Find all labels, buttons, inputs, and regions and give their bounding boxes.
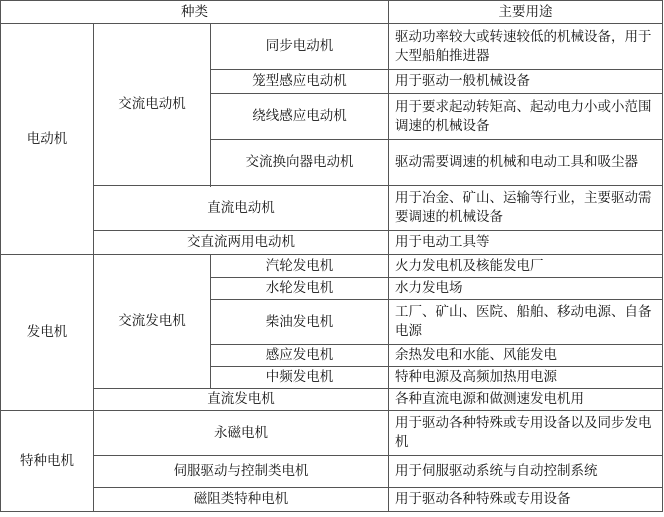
subcategory-dc-motor: 直流电动机 [94, 186, 389, 231]
type-name: 绕线感应电动机 [211, 94, 389, 140]
subcategory-ac-generator: 交流发电机 [94, 255, 211, 389]
type-name: 柴油发电机 [211, 300, 389, 345]
type-use: 特种电源及高频加热用电源 [389, 367, 663, 389]
table-row [1, 456, 663, 488]
type-use: 工厂、矿山、医院、船舶、移动电源、自备电源 [389, 300, 663, 345]
type-name: 磁阻类特种电机 [94, 488, 389, 512]
table-row [1, 488, 663, 512]
type-name: 笼型感应电动机 [211, 70, 389, 94]
subcategory-ac-motor: 交流电动机 [94, 24, 211, 186]
type-use: 用于驱动各种特殊或专用设备以及同步发电机 [389, 411, 663, 456]
header-use: 主要用途 [389, 1, 663, 24]
category-motor: 电动机 [1, 24, 94, 255]
type-use: 火力发电机及核能发电厂 [389, 255, 663, 278]
type-name: 水轮发电机 [211, 278, 389, 300]
subcategory-universal-motor: 交直流两用电动机 [94, 231, 389, 255]
table-row [1, 186, 663, 231]
type-name: 永磁电机 [94, 411, 389, 456]
category-special: 特种电机 [1, 411, 94, 512]
type-use: 水力发电场 [389, 278, 663, 300]
type-name: 交流换向器电动机 [211, 140, 389, 186]
type-use: 余热发电和水能、风能发电 [389, 345, 663, 367]
type-name: 汽轮发电机 [211, 255, 389, 278]
type-name: 伺服驱动与控制类电机 [94, 456, 389, 488]
header-row [1, 1, 663, 24]
category-generator: 发电机 [1, 255, 94, 411]
table-row [1, 411, 663, 456]
type-use: 驱动需要调速的机械和电动工具和吸尘器 [389, 140, 663, 186]
type-name: 中频发电机 [211, 367, 389, 389]
table-row [1, 231, 663, 255]
header-kind: 种类 [1, 1, 389, 24]
type-use: 用于驱动各种特殊或专用设备 [389, 488, 663, 512]
subcategory-dc-generator: 直流发电机 [94, 389, 389, 411]
type-use: 各种直流电源和做测速发电机用 [389, 389, 663, 411]
table-row [1, 389, 663, 411]
type-use: 用于电动工具等 [389, 231, 663, 255]
type-name: 感应发电机 [211, 345, 389, 367]
type-name: 同步电动机 [211, 24, 389, 70]
type-use: 驱动功率较大或转速较低的机械设备，用于大型船舶推进器 [389, 24, 663, 70]
type-use: 用于驱动一般机械设备 [389, 70, 663, 94]
type-use: 用于冶金、矿山、运输等行业，主要驱动需要调速的机械设备 [389, 186, 663, 231]
table-row [1, 24, 663, 70]
type-use: 用于伺服驱动系统与自动控制系统 [389, 456, 663, 488]
table-row [1, 255, 663, 278]
type-use: 用于要求起动转矩高、起动电力小或小范围调速的机械设备 [389, 94, 663, 140]
